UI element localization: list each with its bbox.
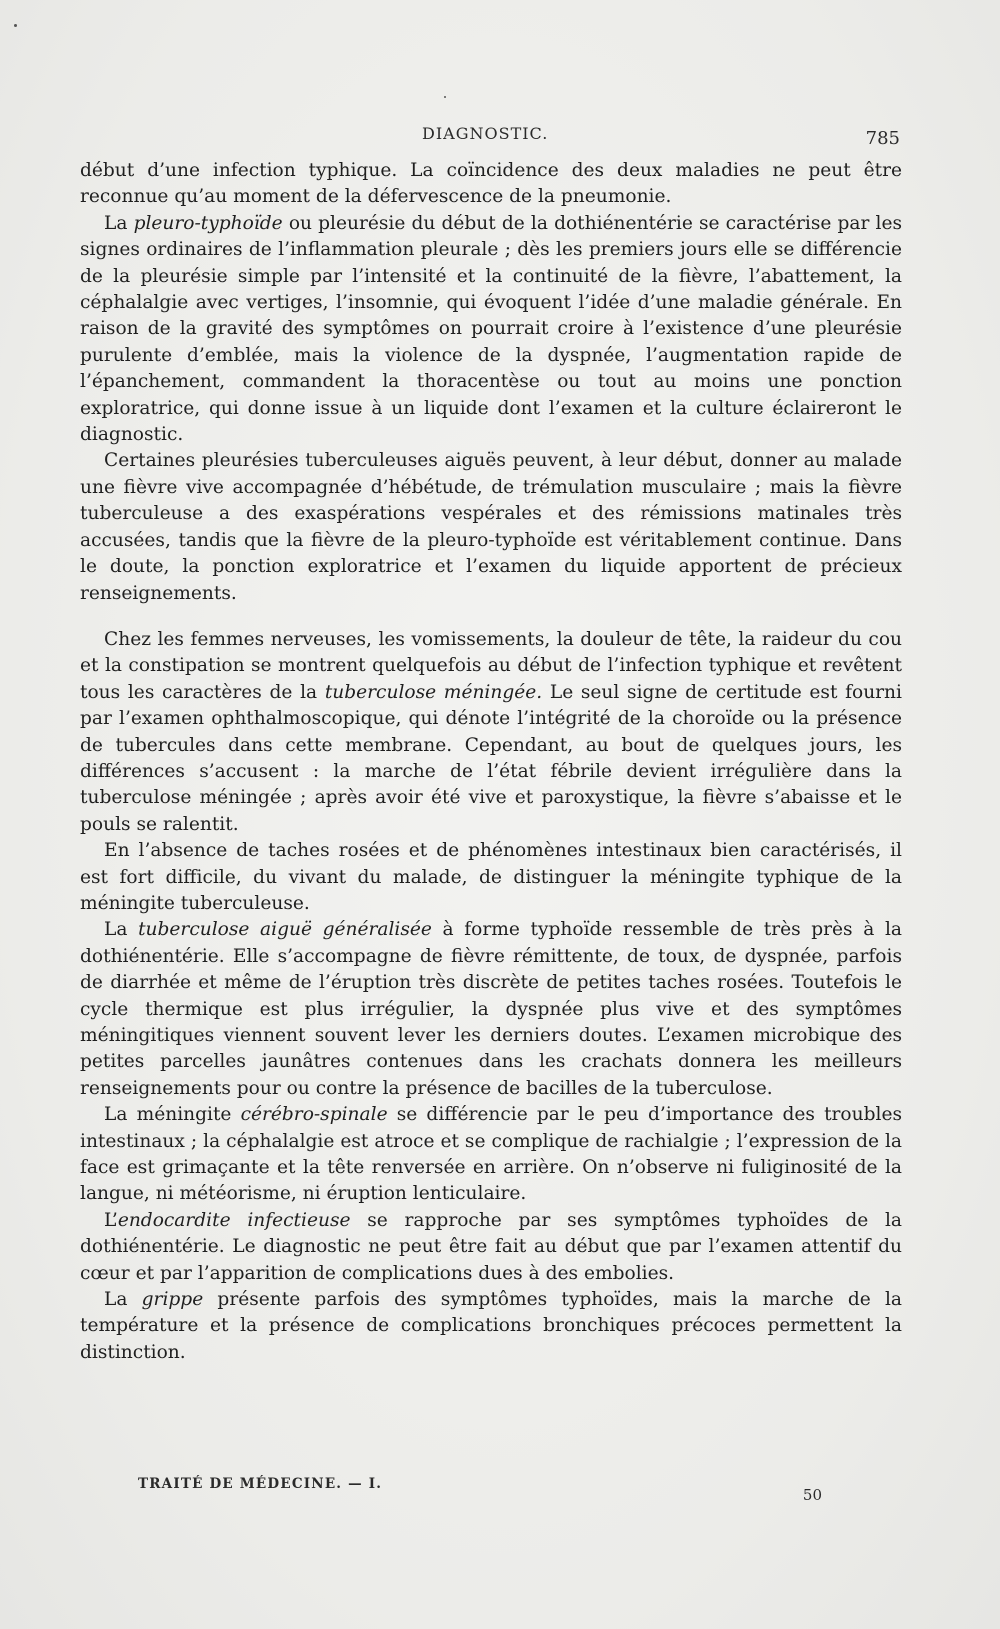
- paragraph: [80, 917, 902, 1102]
- paragraph-text: La: [104, 212, 134, 234]
- italic-term: tuberculose méningée.: [324, 681, 543, 703]
- signature-mark: 50: [802, 1486, 822, 1504]
- paragraph-text: Le seul signe de certitude est fourni par l’examen ophthalmoscopique, qui dénote l’intégrité de la choroïde ou la présence de tubercules dans cette membrane. Cependant, au bout de quelques jours, les différences s’accusent : la marche de l’état fébrile devient irrégulière dans la tuberculose méningée ; après avoir été vive et paroxystique, la fièvre s’abaisse et le pouls se ralentit.: [80, 681, 902, 835]
- paragraph: [80, 1287, 902, 1366]
- scan-speck: [14, 24, 17, 27]
- paragraph: [80, 1208, 902, 1287]
- paragraph-text: Certaines pleurésies tuberculeuses aiguës peuvent, à leur début, donner au malade une fièvre vive accompagnée d’hébétude, de trémulation musculaire ; mais la fièvre tuberculeuse a des exaspérations vespérales et des rémissions matinales très accusées, tandis que la fièvre de la pleuro-typhoïde est véritablement continue. Dans le doute, la ponction exploratrice et l’examen du liquide apportent de précieux renseignements.: [80, 450, 902, 604]
- paragraph-text: La méningite: [104, 1104, 241, 1126]
- paragraph: [80, 211, 902, 449]
- paragraph-text: se rapproche par ses symptômes typhoïdes de la dothiénentérie. Le diagnostic ne peut être fait au début que par l’examen attentif du cœur et par l’apparition de complications dues à des embolies.: [80, 1209, 902, 1284]
- italic-term: cérébro-spinale: [240, 1104, 388, 1126]
- paragraph-text: L’: [104, 1209, 118, 1231]
- paragraph: [80, 1102, 902, 1208]
- italic-term: grippe: [141, 1289, 204, 1311]
- italic-term: endocardite infectieuse: [117, 1209, 351, 1231]
- page-header: [80, 122, 900, 150]
- paragraph-text: présente parfois des symptômes typhoïdes, mais la marche de la température et la présence de complications bronchiques précoces permettent la distinction.: [80, 1289, 902, 1363]
- page-number: 785: [865, 128, 900, 149]
- running-head: DIAGNOSTIC.: [422, 124, 549, 143]
- paragraph-text: à forme typhoïde ressemble de très près à la dothiénentérie. Elle s’accompagne de fièvre rémittente, de toux, de dyspnée, parfois de diarrhée et même de l’éruption très discrète de petites taches rosées. Toutefois le cycle thermique est plus irrégulier, la dyspnée plus vive et des symptômes méningitiques viennent souvent lever les derniers doutes. L’examen microbique des petites parcelles jaunâtres contenues dans les crachats donnera les meilleurs renseignements pour ou contre la présence de bacilles de la tuberculose.: [80, 919, 903, 1099]
- paragraph: [80, 627, 902, 838]
- body-text: [80, 158, 902, 1366]
- paragraph: [80, 158, 902, 211]
- paragraph: [80, 448, 902, 606]
- paragraph-text: ou pleurésie du début de la dothiénentérie se caractérise par les signes ordinaires de l’inflammation pleurale ; dès les premiers jours elle se différencie de la pleurésie simple par l’intensité et la continuité de la fièvre, l’abattement, la céphalalgie avec vertiges, l’insomnie, qui évoquent l’idée d’une maladie générale. En raison de la gravité des symptômes on pourrait croire à l’existence d’une pleurésie purulente d’emblée, mais la violence de la dyspnée, l’augmentation rapide de l’épanchement, commandent la thoracentèse ou tout au moins une ponction exploratrice, qui donne issue à un liquide dont l’examen et la culture éclaireront le diagnostic.: [80, 212, 903, 446]
- paragraph-text: La: [104, 919, 139, 941]
- italic-term: pleuro-typhoïde: [133, 212, 283, 234]
- paragraph: [80, 838, 902, 917]
- paragraph-text: En l’absence de taches rosées et de phénomènes intestinaux bien caractérisés, il est fort difficile, du vivant du malade, de distinguer la méningite typhique de la méningite tuberculeuse.: [80, 840, 902, 914]
- page-footer: [80, 1476, 902, 1516]
- paragraph-text: se différencie par le peu d’importance des troubles intestinaux ; la céphalalgie est atroce et se complique de rachialgie ; l’expression de la face est grimaçante et la tête renversée en arrière. On n’observe ni fuliginosité de la langue, ni météorisme, ni éruption lenticulaire.: [80, 1104, 902, 1205]
- paragraph-text: Chez les femmes nerveuses, les vomissements, la douleur de tête, la raideur du cou et la constipation se montrent quelquefois au début de l’infection typhique et revêtent tous les caractères de la: [80, 628, 902, 703]
- italic-term: tuberculose aiguë généralisée: [138, 919, 432, 941]
- paragraph-text: début d’une infection typhique. La coïncidence des deux maladies ne peut être reconnue qu’au moment de la défervescence de la pneumonie.: [80, 160, 902, 208]
- paragraph-text: La: [104, 1289, 142, 1311]
- footer-book-title: TRAITÉ DE MÉDECINE. — I.: [138, 1476, 383, 1492]
- scan-speck: [444, 96, 446, 98]
